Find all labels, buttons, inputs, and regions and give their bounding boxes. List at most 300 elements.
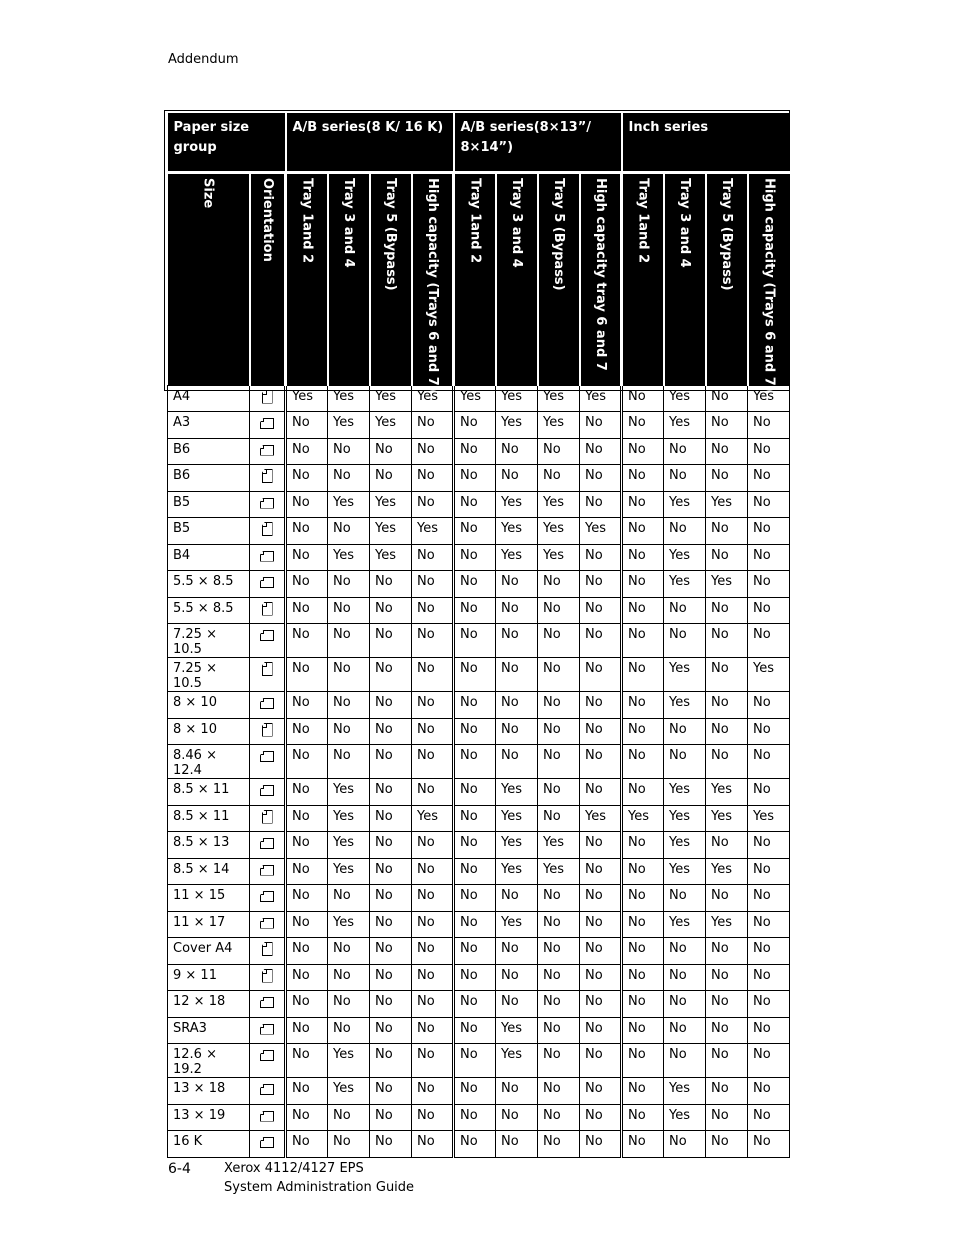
table-row (168, 779, 790, 806)
table-row (168, 1078, 790, 1105)
group-header-ab-8x13-8x14: A/B series(8×13”/ 8×14”) (454, 113, 622, 171)
support-cell: No (412, 438, 454, 465)
support-cell: No (286, 624, 328, 658)
landscape-icon (260, 751, 274, 762)
size-cell: 8.5 × 14 (168, 858, 250, 885)
support-cell: No (328, 1104, 370, 1131)
support-cell: No (664, 745, 706, 779)
support-cell: No (706, 438, 748, 465)
support-cell: No (748, 745, 790, 779)
support-cell: No (370, 911, 412, 938)
orientation-cell (250, 991, 286, 1018)
table-row (168, 858, 790, 885)
orientation-cell (250, 491, 286, 518)
support-cell: No (412, 745, 454, 779)
support-cell: Yes (538, 491, 580, 518)
size-cell: 16 K (168, 1131, 250, 1158)
support-cell: No (286, 465, 328, 492)
support-cell: No (454, 1078, 496, 1105)
support-cell: No (454, 465, 496, 492)
support-cell: No (538, 1131, 580, 1158)
support-cell: Yes (664, 858, 706, 885)
support-cell: No (496, 624, 538, 658)
support-cell: No (496, 465, 538, 492)
table-row (168, 571, 790, 598)
column-header-label: High capacity (Trays 6 and 7) (424, 178, 440, 392)
support-cell: No (454, 597, 496, 624)
support-cell: No (706, 658, 748, 692)
support-cell: No (328, 991, 370, 1018)
support-cell: No (370, 692, 412, 719)
support-cell: Yes (622, 805, 664, 832)
size-cell: B5 (168, 491, 250, 518)
orientation-cell (250, 438, 286, 465)
support-cell: No (580, 991, 622, 1018)
support-cell: Yes (538, 412, 580, 439)
orientation-cell (250, 911, 286, 938)
support-cell: No (538, 658, 580, 692)
support-cell: No (412, 991, 454, 1018)
support-cell: No (664, 1017, 706, 1044)
support-cell: No (538, 597, 580, 624)
support-cell: Yes (664, 412, 706, 439)
support-cell: No (748, 571, 790, 598)
support-cell: Yes (664, 491, 706, 518)
table-row (168, 805, 790, 832)
support-cell: No (328, 692, 370, 719)
support-cell: No (454, 858, 496, 885)
table-row (168, 385, 790, 412)
table-row (168, 938, 790, 965)
support-cell: No (286, 911, 328, 938)
column-header-label: Tray 5 (Bypass) (719, 178, 734, 291)
support-cell: No (748, 1078, 790, 1105)
support-cell: No (286, 1104, 328, 1131)
support-cell: No (412, 964, 454, 991)
support-cell: No (622, 624, 664, 658)
support-cell: No (580, 832, 622, 859)
support-cell: No (286, 1017, 328, 1044)
support-cell: No (412, 938, 454, 965)
column-header-label: Tray 3 and 4 (509, 178, 524, 268)
support-cell: Yes (454, 385, 496, 412)
support-cell: No (538, 911, 580, 938)
support-cell: Yes (370, 385, 412, 412)
support-cell: No (370, 1078, 412, 1105)
support-cell: No (622, 885, 664, 912)
support-cell: No (328, 1131, 370, 1158)
support-cell: No (538, 1104, 580, 1131)
support-cell: No (412, 1131, 454, 1158)
landscape-icon (260, 630, 274, 641)
support-cell: No (538, 745, 580, 779)
portrait-icon (262, 522, 273, 536)
support-cell: No (622, 858, 664, 885)
support-cell: No (664, 885, 706, 912)
support-cell: No (370, 938, 412, 965)
column-header (748, 174, 790, 392)
support-cell: No (328, 571, 370, 598)
support-cell: Yes (328, 385, 370, 412)
support-cell: No (370, 597, 412, 624)
support-cell: No (454, 518, 496, 545)
support-cell: No (286, 832, 328, 859)
support-cell: No (706, 692, 748, 719)
support-cell: Yes (664, 911, 706, 938)
support-cell: No (454, 624, 496, 658)
column-header-label: Tray 1and 2 (299, 178, 315, 264)
support-cell: No (412, 571, 454, 598)
support-cell: No (454, 1017, 496, 1044)
support-cell: No (454, 911, 496, 938)
support-cell: Yes (664, 779, 706, 806)
size-cell: 9 × 11 (168, 964, 250, 991)
support-cell: No (622, 779, 664, 806)
support-cell: Yes (328, 779, 370, 806)
support-cell: Yes (664, 805, 706, 832)
support-cell: Yes (328, 858, 370, 885)
support-cell: No (538, 1078, 580, 1105)
table-row (168, 438, 790, 465)
support-cell: No (412, 911, 454, 938)
support-cell: No (454, 718, 496, 745)
support-cell: No (496, 964, 538, 991)
support-cell: No (496, 938, 538, 965)
column-header (664, 174, 706, 385)
support-cell: No (706, 385, 748, 412)
support-cell: No (538, 1017, 580, 1044)
column-header-row (168, 174, 790, 385)
support-cell: No (748, 597, 790, 624)
column-header (580, 174, 622, 385)
support-cell: No (286, 718, 328, 745)
support-cell: No (328, 718, 370, 745)
support-cell: Yes (328, 1044, 370, 1078)
support-cell: No (580, 658, 622, 692)
support-cell: No (706, 745, 748, 779)
support-cell: No (412, 718, 454, 745)
size-cell: 5.5 × 8.5 (168, 597, 250, 624)
support-cell: No (370, 718, 412, 745)
table-row (168, 658, 790, 692)
support-cell: No (286, 964, 328, 991)
support-cell: No (748, 1131, 790, 1158)
support-cell: No (454, 692, 496, 719)
support-cell: No (706, 938, 748, 965)
support-cell: No (454, 658, 496, 692)
support-cell: No (454, 964, 496, 991)
support-cell: No (664, 1044, 706, 1078)
orientation-cell (250, 1017, 286, 1044)
table-row (168, 465, 790, 492)
support-cell: No (706, 1104, 748, 1131)
size-cell: Cover A4 (168, 938, 250, 965)
column-header-label: Tray 3 and 4 (677, 178, 692, 268)
support-cell: No (286, 885, 328, 912)
support-cell: No (496, 1131, 538, 1158)
support-cell: Yes (538, 518, 580, 545)
support-cell: Yes (664, 832, 706, 859)
column-header (328, 174, 370, 385)
table-row (168, 1131, 790, 1158)
support-cell: No (370, 805, 412, 832)
support-cell: Yes (538, 832, 580, 859)
size-cell: 7.25 × 10.5 (168, 624, 250, 658)
support-cell: Yes (412, 385, 454, 412)
column-header (622, 174, 664, 385)
support-cell: No (454, 991, 496, 1018)
size-cell: 8.5 × 11 (168, 779, 250, 806)
support-cell: No (454, 938, 496, 965)
support-cell: No (706, 832, 748, 859)
support-cell: No (370, 745, 412, 779)
support-cell: No (706, 1131, 748, 1158)
group-header-ab-8k16k: A/B series(8 K/ 16 K) (286, 113, 454, 171)
portrait-icon (262, 390, 273, 404)
table-row (168, 544, 790, 571)
table-row (168, 832, 790, 859)
orientation-cell (250, 938, 286, 965)
support-cell: Yes (328, 491, 370, 518)
support-cell: No (412, 858, 454, 885)
orientation-cell (250, 885, 286, 912)
column-header (706, 174, 748, 385)
support-cell: No (580, 624, 622, 658)
support-cell: No (748, 412, 790, 439)
support-cell: No (622, 1131, 664, 1158)
running-header: Addendum (168, 52, 239, 67)
size-cell: 8.46 × 12.4 (168, 745, 250, 779)
column-header-label: High capacity tray 6 and 7 (592, 178, 608, 371)
support-cell: No (328, 624, 370, 658)
support-cell: Yes (538, 858, 580, 885)
support-cell: Yes (496, 858, 538, 885)
column-header-label: Tray 3 and 4 (341, 178, 356, 268)
orientation-cell (250, 718, 286, 745)
support-cell: No (286, 991, 328, 1018)
support-cell: No (748, 964, 790, 991)
support-cell: No (538, 624, 580, 658)
support-cell: No (412, 1017, 454, 1044)
column-header (250, 174, 286, 385)
landscape-icon (260, 551, 274, 562)
column-header-label: Tray 1and 2 (467, 178, 483, 264)
support-cell: No (580, 465, 622, 492)
table-row (168, 718, 790, 745)
support-cell: No (370, 832, 412, 859)
support-cell: No (622, 571, 664, 598)
support-cell: No (580, 885, 622, 912)
table-row (168, 745, 790, 779)
landscape-icon (260, 785, 274, 796)
support-cell: Yes (412, 518, 454, 545)
support-cell: No (622, 438, 664, 465)
size-cell: SRA3 (168, 1017, 250, 1044)
support-cell: No (748, 885, 790, 912)
support-cell: No (370, 658, 412, 692)
support-cell: Yes (370, 491, 412, 518)
table-row (168, 964, 790, 991)
support-cell: No (454, 1044, 496, 1078)
support-cell: No (664, 964, 706, 991)
support-cell: No (370, 779, 412, 806)
support-cell: No (748, 624, 790, 658)
group-header-inch: Inch series (622, 113, 790, 171)
support-cell: No (622, 385, 664, 412)
support-cell: No (622, 692, 664, 719)
support-cell: No (622, 658, 664, 692)
orientation-cell (250, 1131, 286, 1158)
support-cell: No (580, 911, 622, 938)
support-cell: No (370, 465, 412, 492)
support-cell: No (286, 745, 328, 779)
support-cell: No (538, 438, 580, 465)
table-row (168, 518, 790, 545)
portrait-icon (262, 969, 273, 983)
table-row (168, 412, 790, 439)
size-cell: A4 (168, 385, 250, 412)
support-cell: No (286, 571, 328, 598)
column-header-label: Orientation (259, 178, 275, 262)
support-cell: Yes (706, 779, 748, 806)
portrait-icon (262, 810, 273, 824)
support-cell: No (496, 438, 538, 465)
size-cell: B6 (168, 438, 250, 465)
size-cell: 12.6 × 19.2 (168, 1044, 250, 1078)
support-cell: No (748, 911, 790, 938)
support-cell: No (580, 597, 622, 624)
landscape-icon (260, 1050, 274, 1061)
support-cell: No (454, 1131, 496, 1158)
support-cell: No (454, 438, 496, 465)
support-cell: Yes (496, 832, 538, 859)
orientation-cell (250, 544, 286, 571)
support-cell: No (580, 964, 622, 991)
orientation-cell (250, 465, 286, 492)
support-cell: No (622, 1017, 664, 1044)
support-cell: No (622, 745, 664, 779)
support-cell: No (538, 465, 580, 492)
support-cell: Yes (370, 544, 412, 571)
support-cell: Yes (328, 832, 370, 859)
support-cell: Yes (496, 412, 538, 439)
support-cell: No (580, 779, 622, 806)
support-cell: No (286, 658, 328, 692)
table-row (168, 1104, 790, 1131)
table-row (168, 885, 790, 912)
support-cell: No (412, 544, 454, 571)
orientation-cell (250, 745, 286, 779)
support-cell: No (706, 964, 748, 991)
support-cell: Yes (706, 911, 748, 938)
size-cell: 8.5 × 13 (168, 832, 250, 859)
support-cell: No (412, 885, 454, 912)
support-cell: No (496, 1078, 538, 1105)
support-cell: No (328, 597, 370, 624)
support-cell: No (412, 1104, 454, 1131)
support-cell: No (412, 658, 454, 692)
support-cell: No (454, 571, 496, 598)
support-cell: Yes (580, 805, 622, 832)
support-cell: No (370, 1017, 412, 1044)
support-cell: No (748, 779, 790, 806)
support-cell: No (622, 518, 664, 545)
support-cell: No (706, 465, 748, 492)
support-cell: No (286, 779, 328, 806)
support-cell: No (370, 858, 412, 885)
page-number: 6-4 (168, 1161, 191, 1177)
table-row (168, 692, 790, 719)
portrait-icon (262, 602, 273, 616)
support-cell: Yes (370, 518, 412, 545)
support-cell: Yes (496, 491, 538, 518)
support-cell: No (706, 1044, 748, 1078)
support-cell: No (622, 1078, 664, 1105)
support-cell: No (706, 991, 748, 1018)
support-cell: Yes (496, 805, 538, 832)
support-cell: No (580, 1131, 622, 1158)
column-header (412, 174, 454, 392)
support-cell: No (580, 692, 622, 719)
size-cell: 11 × 17 (168, 911, 250, 938)
orientation-cell (250, 832, 286, 859)
support-cell: No (454, 805, 496, 832)
support-cell: No (328, 745, 370, 779)
portrait-icon (262, 469, 273, 483)
support-cell: No (496, 745, 538, 779)
landscape-icon (260, 838, 274, 849)
support-cell: No (286, 412, 328, 439)
support-cell: Yes (538, 544, 580, 571)
size-cell: A3 (168, 412, 250, 439)
support-cell: No (580, 491, 622, 518)
support-cell: No (748, 718, 790, 745)
support-cell: Yes (664, 692, 706, 719)
support-cell: Yes (706, 491, 748, 518)
support-cell: No (328, 964, 370, 991)
portrait-icon (262, 662, 273, 676)
support-cell: No (496, 718, 538, 745)
support-cell: No (748, 544, 790, 571)
column-header-label: Tray 5 (Bypass) (383, 178, 398, 291)
support-cell: Yes (496, 1044, 538, 1078)
support-cell: Yes (580, 518, 622, 545)
support-cell: No (748, 858, 790, 885)
support-cell: No (286, 544, 328, 571)
support-cell: No (370, 1131, 412, 1158)
support-cell: No (538, 718, 580, 745)
support-cell: Yes (706, 571, 748, 598)
orientation-cell (250, 518, 286, 545)
support-cell: No (370, 991, 412, 1018)
landscape-icon (260, 418, 274, 429)
size-cell: B4 (168, 544, 250, 571)
support-cell: No (622, 911, 664, 938)
orientation-cell (250, 1044, 286, 1078)
support-cell: No (706, 412, 748, 439)
support-cell: No (370, 1104, 412, 1131)
support-cell: No (412, 832, 454, 859)
paper-tray-table (167, 113, 790, 1158)
support-cell: No (580, 938, 622, 965)
orientation-cell (250, 1104, 286, 1131)
column-header-label: Size (200, 178, 216, 209)
column-header (496, 174, 538, 385)
support-cell: No (664, 991, 706, 1018)
support-cell: No (412, 1044, 454, 1078)
support-cell: No (370, 964, 412, 991)
support-cell: No (328, 518, 370, 545)
